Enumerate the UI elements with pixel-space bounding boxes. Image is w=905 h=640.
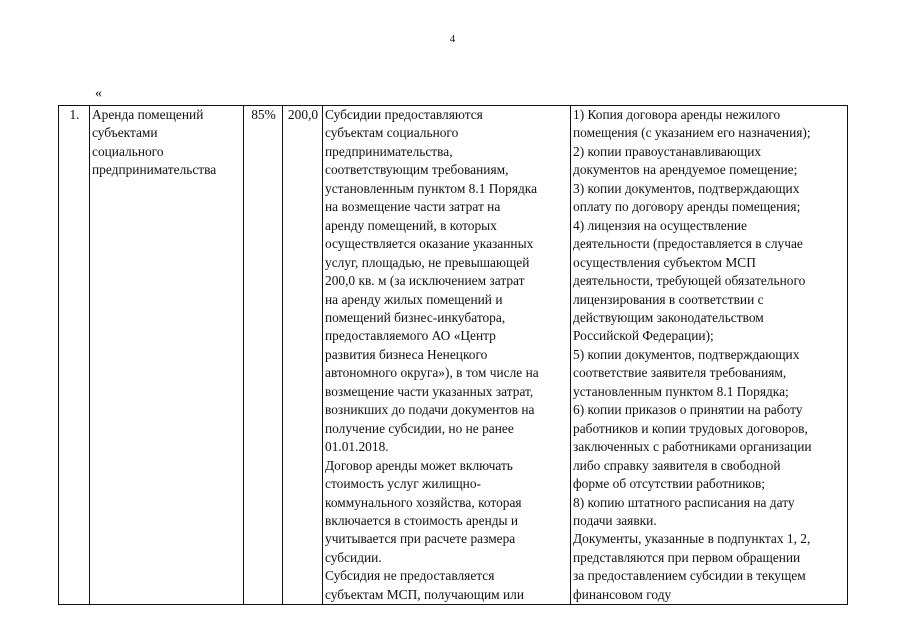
text-line: учитывается при расчете размера: [325, 531, 516, 547]
support-type-cell: [90, 106, 244, 605]
text-line: Субсидия не предоставляется: [325, 568, 495, 584]
text-line: подачи заявки.: [573, 512, 657, 528]
text-line: включается в стоимость аренды и: [325, 512, 519, 528]
text-line: 8) копию штатного расписания на дату: [573, 494, 795, 510]
text-line: Документы, указанные в подпунктах 1, 2,: [573, 531, 811, 547]
text-line: предпринимательства,: [325, 143, 453, 159]
text-line: работников и копии трудовых договоров,: [573, 420, 808, 436]
text-line: заключенных с работниками организации: [573, 439, 812, 455]
text-line: на аренду жилых помещений и: [325, 291, 503, 307]
text-line: Субсидии предоставляются: [325, 107, 483, 122]
text-line: действующим законодательством: [573, 309, 764, 325]
text-line: предоставляемого АО «Центр: [325, 328, 496, 344]
subsidy-table: [58, 105, 848, 605]
page-number: 4: [449, 33, 456, 45]
text-line: получение субсидии, но не ранее: [325, 420, 514, 436]
text-line: коммунального хозяйства, которая: [325, 494, 522, 510]
conditions-cell: [323, 106, 571, 605]
text-line: оплату по договору аренды помещения;: [573, 199, 801, 215]
text-line: деятельности (предоставляется в случае: [573, 236, 803, 252]
text-line: субъектами: [92, 125, 158, 141]
text-line: либо справку заявителя в свободной: [573, 457, 781, 473]
text-line: Российской Федерации);: [573, 328, 714, 344]
text-line: 3) копии документов, подтверждающих: [573, 180, 800, 196]
text-line: субсидии.: [325, 549, 382, 565]
text-line: социального: [92, 143, 164, 159]
text-line: автономного округа»), в том числе на: [325, 365, 539, 381]
text-line: лицензирования в соответствии с: [573, 291, 764, 307]
text-line: соответствующим требованиям,: [325, 162, 509, 178]
text-line: возникших до подачи документов на: [325, 402, 535, 418]
text-line: помещений бизнес-инкубатора,: [325, 309, 506, 325]
text-line: осуществления субъектом МСП: [573, 254, 756, 270]
text-line: соответствие заявителя требованиям,: [573, 365, 787, 381]
text-line: осуществляется оказание указанных: [325, 236, 534, 252]
text-line: субъектам МСП, получающим или: [325, 586, 525, 602]
text-line: помещения (с указанием его назначения);: [573, 125, 811, 141]
text-line: развития бизнеса Ненецкого: [325, 346, 488, 362]
text-line: установленным пунктом 8.1 Порядка;: [573, 383, 789, 399]
text-line: документов на арендуемое помещение;: [573, 162, 798, 178]
documents-cell: [571, 106, 848, 605]
row-number-cell: 1.: [59, 106, 90, 605]
text-line: представляются при первом обращении: [573, 549, 801, 565]
text-line: 4) лицензия на осуществление: [573, 217, 747, 233]
text-line: 01.01.2018.: [325, 439, 389, 455]
text-line: на возмещение части затрат на: [325, 199, 501, 215]
text-line: 5) копии документов, подтверждающих: [573, 346, 800, 362]
text-line: субъектам социального: [325, 125, 459, 141]
text-line: стоимость услуг жилищно-: [325, 476, 481, 492]
text-line: за предоставлением субсидии в текущем: [573, 568, 806, 584]
text-line: Аренда помещений: [92, 107, 204, 122]
text-line: 2) копии правоустанавливающих: [573, 143, 762, 159]
text-line: Договор аренды может включать: [325, 457, 513, 473]
text-line: аренду помещений, в которых: [325, 217, 497, 233]
text-line: 6) копии приказов о принятии на работу: [573, 402, 803, 418]
table-row: [59, 106, 848, 605]
text-line: 200,0 кв. м (за исключением затрат: [325, 273, 525, 289]
text-line: финансовом году: [573, 586, 672, 602]
text-line: форме об отсутствии работников;: [573, 476, 766, 492]
text-line: 1) Копия договора аренды нежилого: [573, 107, 781, 122]
opening-quote-mark: «: [95, 86, 102, 101]
text-line: услуг, площадью, не превышающей: [325, 254, 530, 270]
percent-cell: 85%: [244, 106, 283, 605]
text-line: установленным пунктом 8.1 Порядка: [325, 180, 538, 196]
amount-cell: 200,0: [283, 106, 323, 605]
text-line: возмещение части указанных затрат,: [325, 383, 534, 399]
text-line: деятельности, требующей обязательного: [573, 273, 806, 289]
text-line: предпринимательства: [92, 162, 217, 178]
